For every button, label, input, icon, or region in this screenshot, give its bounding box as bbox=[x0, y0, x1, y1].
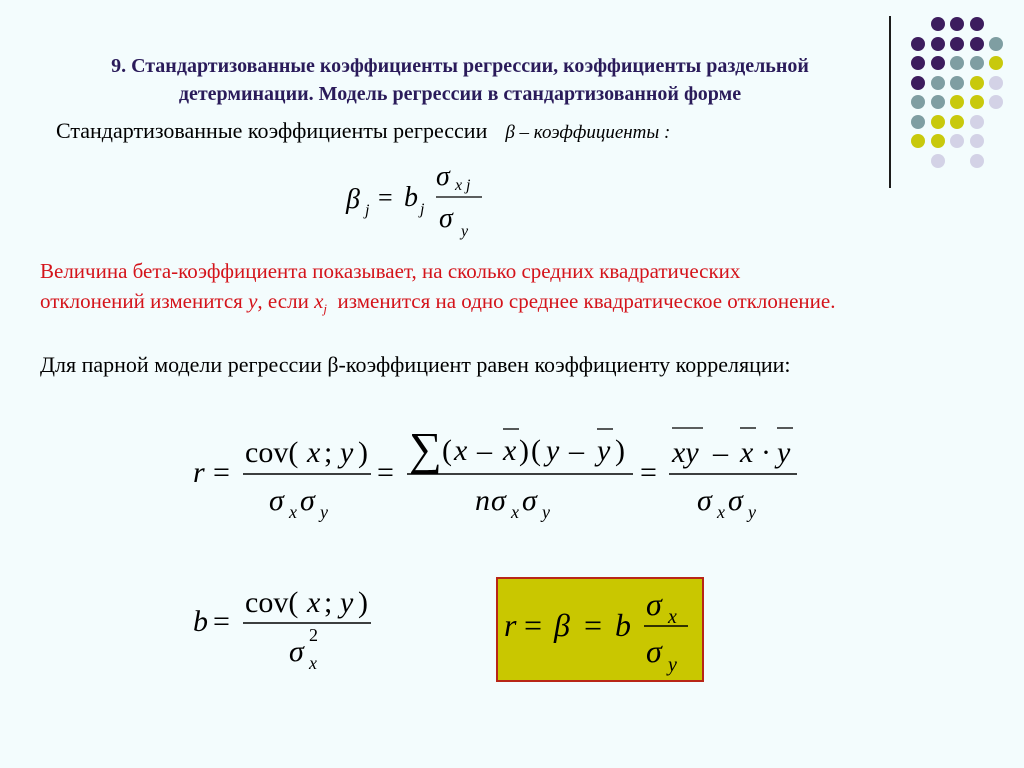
decorative-dot bbox=[970, 56, 984, 70]
y-subscript: y bbox=[668, 654, 677, 676]
decorative-dot bbox=[950, 95, 964, 109]
sigma-symbol: σ bbox=[728, 484, 743, 517]
decorative-dot bbox=[911, 115, 925, 129]
decorative-dot bbox=[970, 37, 984, 51]
b-symbol: b bbox=[615, 607, 631, 643]
n-symbol: n bbox=[475, 484, 490, 517]
decorative-dot bbox=[989, 56, 1003, 70]
explanation-part-3: изменится на одно среднее квадратическое отклонение. bbox=[337, 289, 836, 313]
decorative-dot bbox=[931, 134, 945, 148]
open-paren: ( bbox=[531, 434, 541, 467]
decorative-dot bbox=[931, 115, 945, 129]
b-formula bbox=[185, 575, 385, 675]
close-paren: ) bbox=[519, 434, 529, 467]
y-subscript: y bbox=[542, 502, 550, 522]
title-line-2: детерминации. Модель регрессии в стандартизованной форме bbox=[178, 83, 742, 105]
subtitle-text: Стандартизованные коэффициенты регрессии bbox=[56, 118, 488, 143]
x-subscript: x bbox=[309, 653, 317, 673]
xy-mean-symbol: xy bbox=[672, 436, 699, 469]
decorative-dot bbox=[931, 95, 945, 109]
standardized-coefficients-heading bbox=[56, 118, 670, 144]
y-variable: y bbox=[248, 289, 258, 313]
decorative-dot bbox=[970, 154, 984, 168]
decorative-dot bbox=[911, 95, 925, 109]
sum-symbol: ∑ bbox=[409, 423, 442, 474]
decorative-dot bbox=[989, 76, 1003, 90]
close-paren: ) bbox=[615, 434, 625, 467]
decorative-dot bbox=[931, 76, 945, 90]
decorative-dot bbox=[970, 115, 984, 129]
decorative-dot bbox=[950, 115, 964, 129]
x-symbol: x bbox=[307, 436, 321, 469]
j-subscript: j bbox=[365, 202, 370, 219]
r-symbol: r bbox=[193, 456, 205, 489]
y-symbol: y bbox=[340, 436, 354, 469]
boxed-formula bbox=[498, 579, 702, 680]
j-subscript: j bbox=[420, 201, 425, 218]
x-mean-symbol: x bbox=[503, 434, 517, 467]
y-subscript: y bbox=[320, 502, 328, 522]
sigma-symbol: σ bbox=[697, 484, 712, 517]
equals-sign: = bbox=[584, 607, 603, 643]
b-symbol: b bbox=[404, 182, 418, 213]
sigma-symbol: σ bbox=[289, 635, 304, 668]
equals-sign: = bbox=[213, 456, 230, 489]
minus-sign: – bbox=[569, 434, 584, 467]
beta-explanation bbox=[40, 256, 1020, 324]
beta-symbol: β bbox=[554, 607, 570, 643]
minus-sign: – bbox=[713, 436, 728, 469]
semicolon: ; bbox=[324, 436, 333, 469]
title-line-1: 9. Стандартизованные коэффициенты регрессии, коэффициенты раздельной bbox=[111, 55, 809, 77]
sigma-symbol: σ bbox=[491, 484, 506, 517]
decorative-dot bbox=[931, 17, 945, 31]
decorative-dot bbox=[970, 17, 984, 31]
b-symbol: b bbox=[193, 605, 208, 638]
explanation-part-1: отклонений изменится bbox=[40, 289, 243, 313]
y-symbol: y bbox=[340, 586, 354, 619]
decorative-dot bbox=[911, 37, 925, 51]
decorative-dot bbox=[970, 134, 984, 148]
sigma-symbol: σ bbox=[436, 161, 450, 192]
highlighted-formula-box bbox=[496, 577, 704, 682]
decorative-dot bbox=[989, 37, 1003, 51]
decorative-dot bbox=[911, 134, 925, 148]
sigma-symbol: σ bbox=[439, 203, 453, 234]
x-variable: x bbox=[314, 289, 324, 313]
sigma-symbol: σ bbox=[646, 586, 662, 622]
dot-operator: · bbox=[761, 436, 771, 469]
beta-coefficients-label: β – коэффициенты : bbox=[505, 122, 671, 143]
equals-sign: = bbox=[378, 183, 393, 212]
x-subscript: x bbox=[717, 502, 725, 522]
explanation-line-1: Величина бета-коэффициента показывает, на сколько средних квадратических bbox=[40, 259, 741, 283]
cov-label: cov( bbox=[245, 436, 299, 469]
j-subscript: j bbox=[466, 177, 471, 194]
y-subscript: y bbox=[748, 502, 756, 522]
equals-sign: = bbox=[524, 607, 543, 643]
x-subscript: x bbox=[511, 502, 519, 522]
cov-label: cov( bbox=[245, 586, 299, 619]
sigma-symbol: σ bbox=[269, 484, 284, 517]
beta-j-formula bbox=[340, 158, 500, 244]
r-symbol: r bbox=[504, 607, 517, 643]
close-paren: ) bbox=[358, 436, 368, 469]
semicolon: ; bbox=[324, 586, 333, 619]
decorative-dot bbox=[970, 95, 984, 109]
equals-sign: = bbox=[213, 605, 230, 638]
decorative-dot bbox=[970, 76, 984, 90]
slide-title bbox=[40, 52, 880, 108]
equals-sign: = bbox=[377, 456, 394, 489]
decorative-dot bbox=[950, 134, 964, 148]
sigma-symbol: σ bbox=[522, 484, 537, 517]
decorative-dot bbox=[911, 56, 925, 70]
x-mean-symbol: x bbox=[740, 436, 754, 469]
sigma-symbol: σ bbox=[300, 484, 315, 517]
decorative-dot bbox=[931, 37, 945, 51]
decorative-dot bbox=[950, 76, 964, 90]
x-symbol: x bbox=[454, 434, 468, 467]
equals-sign: = bbox=[640, 456, 657, 489]
x-subscript: x bbox=[289, 502, 297, 522]
minus-sign: – bbox=[477, 434, 492, 467]
correlation-formula bbox=[185, 418, 825, 530]
x-subscript: x bbox=[668, 606, 677, 628]
explanation-part-2: , если bbox=[257, 289, 309, 313]
y-mean-symbol: y bbox=[777, 436, 791, 469]
decorative-dot bbox=[989, 95, 1003, 109]
y-subscript: y bbox=[461, 223, 469, 240]
x-subscript-j: j bbox=[323, 301, 328, 317]
sigma-symbol: σ bbox=[646, 633, 662, 669]
decorative-dot bbox=[950, 37, 964, 51]
decorative-dot bbox=[931, 154, 945, 168]
open-paren: ( bbox=[442, 434, 452, 467]
explanation-line-2 bbox=[40, 286, 1020, 324]
decorative-dot bbox=[950, 56, 964, 70]
decorative-dot bbox=[950, 17, 964, 31]
decorative-dot bbox=[911, 76, 925, 90]
decorative-dot bbox=[931, 56, 945, 70]
y-mean-symbol: y bbox=[597, 434, 611, 467]
y-symbol: y bbox=[546, 434, 560, 467]
close-paren: ) bbox=[358, 586, 368, 619]
x-subscript: x bbox=[455, 177, 463, 194]
x-symbol: x bbox=[307, 586, 321, 619]
beta-symbol: β bbox=[346, 184, 360, 215]
pair-model-text: Для парной модели регрессии β-коэффициент равен коэффициенту корреляции: bbox=[40, 352, 791, 377]
decorative-divider bbox=[889, 16, 891, 188]
square-superscript: 2 bbox=[309, 625, 318, 645]
